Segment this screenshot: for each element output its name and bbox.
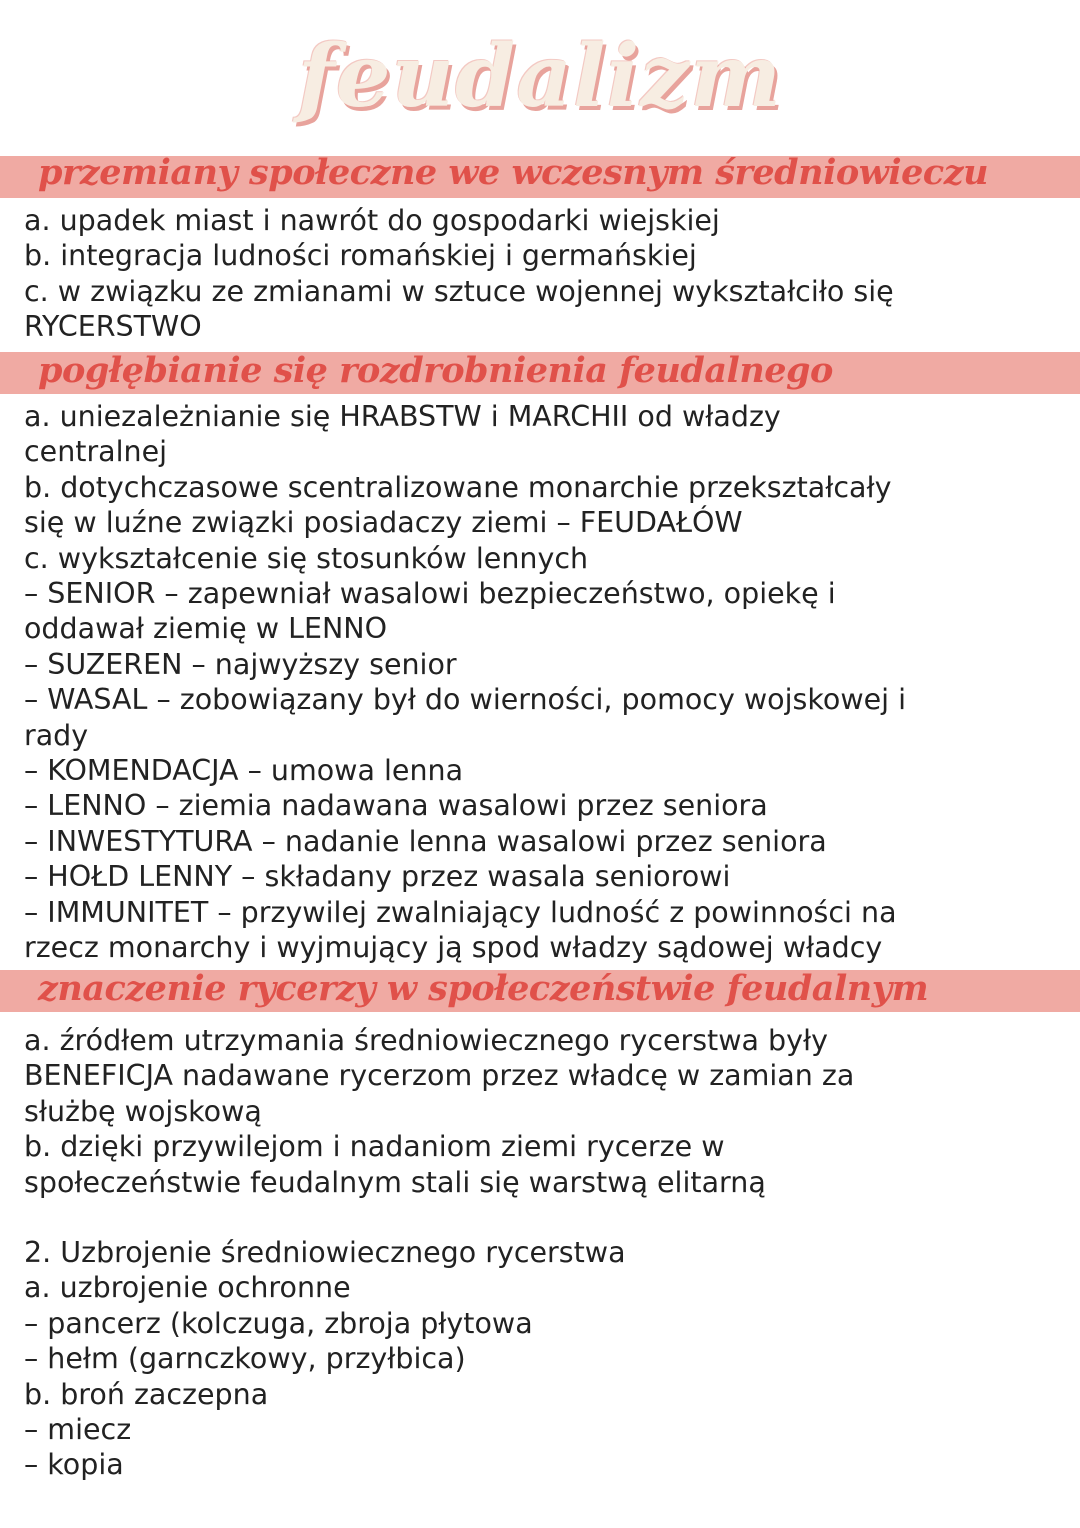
list-item: – HOŁD LENNY – składany przez wasala seniorowi xyxy=(24,860,731,894)
list-item: a. upadek miast i nawrót do gospodarki wiejskiej xyxy=(24,204,720,237)
section-heading-3: znaczenie rycerzy w społeczeństwie feudalnym xyxy=(38,968,929,1009)
list-item: b. dzięki przywilejom i nadaniom ziemi rycerze w xyxy=(24,1130,725,1164)
list-item: a. uniezależnianie się HRABSTW i MARCHII od władzy xyxy=(24,400,781,433)
list-item: a. uzbrojenie ochronne xyxy=(24,1271,351,1305)
section-body-2 xyxy=(24,399,1064,966)
list-item: – INWESTYTURA – nadanie lenna wasalowi przez seniora xyxy=(24,824,827,858)
list-item: b. dotychczasowe scentralizowane monarchie przekształcały xyxy=(24,470,892,504)
section-heading-1: przemiany społeczne we wczesnym średniowieczu xyxy=(38,152,989,193)
section-body-1 xyxy=(24,203,1064,345)
list-item: c. wykształcenie się stosunków lennych xyxy=(24,541,589,575)
list-item: rady xyxy=(24,718,89,752)
list-item: – pancerz (kolczuga, zbroja płytowa xyxy=(24,1306,533,1340)
section-heading-2: pogłębianie się rozdrobnienia feudalnego xyxy=(38,350,833,391)
list-item: centralnej xyxy=(24,435,168,469)
list-item: b. broń zaczepna xyxy=(24,1377,269,1411)
list-item: służbę wojskową xyxy=(24,1094,262,1128)
list-item: – IMMUNITET – przywilej zwalniający ludność z powinności na xyxy=(24,895,897,929)
list-item: oddawał ziemię w LENNO xyxy=(24,612,388,646)
list-item: BENEFICJA nadawane rycerzom przez władcę w zamian za xyxy=(24,1059,855,1093)
page-title: feudalizm xyxy=(297,26,783,127)
list-item: – LENNO – ziemia nadawana wasalowi przez seniora xyxy=(24,789,768,823)
list-item: a. źródłem utrzymania średniowiecznego rycerstwa były xyxy=(24,1024,828,1057)
list-item: – hełm (garnczkowy, przyłbica) xyxy=(24,1342,466,1376)
list-item: się w luźne związki posiadaczy ziemi – FEUDAŁÓW xyxy=(24,506,743,540)
list-item: – kopia xyxy=(24,1448,124,1482)
list-item: RYCERSTWO xyxy=(24,310,202,344)
list-item: – WASAL – zobowiązany był do wierności, pomocy wojskowej i xyxy=(24,683,907,717)
list-item: – miecz xyxy=(24,1413,132,1447)
list-item: społeczeństwie feudalnym stali się warstwą elitarną xyxy=(24,1165,766,1199)
list-item: b. integracja ludności romańskiej i germańskiej xyxy=(24,239,697,273)
armament-heading: 2. Uzbrojenie średniowiecznego rycerstwa xyxy=(24,1236,626,1269)
list-item: rzecz monarchy i wyjmujący ją spod władzy sądowej władcy xyxy=(24,931,883,965)
list-item: c. w związku ze zmianami w sztuce wojennej wykształciło się xyxy=(24,274,894,308)
armament-list xyxy=(24,1235,1064,1483)
list-item: – KOMENDACJA – umowa lenna xyxy=(24,754,464,788)
list-item: – SENIOR – zapewniał wasalowi bezpieczeństwo, opiekę i xyxy=(24,577,836,611)
list-item: – SUZEREN – najwyższy senior xyxy=(24,647,457,681)
section-body-3 xyxy=(24,1023,1064,1200)
